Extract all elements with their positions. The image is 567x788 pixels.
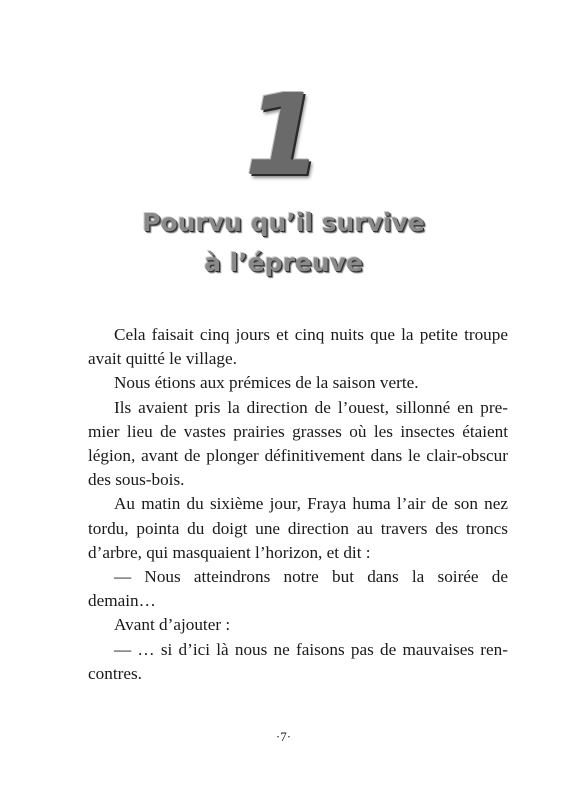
- paragraph: Cela faisait cinq jours et cinq nuits que la petite troupe avait quitté le village.: [88, 325, 508, 369]
- paragraph: — … si d’ici là nous ne faisons pas de mauvaises rencontres.: [88, 639, 508, 683]
- paragraph: Nous étions aux prémices de la saison verte.: [114, 373, 419, 393]
- chapter-title-line-2: à l’épreuve: [204, 248, 363, 277]
- body-text: [88, 323, 508, 686]
- paragraph: Au matin du sixième jour, Fraya huma l’air de son nez tordu, pointa du doigt une direction au travers des troncs d’arbre, qui masquaient l’horizon, et dit :: [88, 494, 508, 562]
- chapter-number: 1: [244, 71, 323, 201]
- chapter-title-line-1: Pourvu qu’il survive: [142, 208, 425, 237]
- paragraph: — Nous atteindrons notre but dans la soirée de demain…: [88, 567, 508, 611]
- page-number: ·7·: [275, 729, 292, 744]
- paragraph: Avant d’ajouter :: [114, 615, 231, 635]
- paragraph: Ils avaient pris la direction de l’ouest, sillonné en premier lieu de vastes prairies grasses où les insectes étaient légion, avant de plonger définitivement dans le clair-obscur des sous-bois.: [88, 397, 508, 490]
